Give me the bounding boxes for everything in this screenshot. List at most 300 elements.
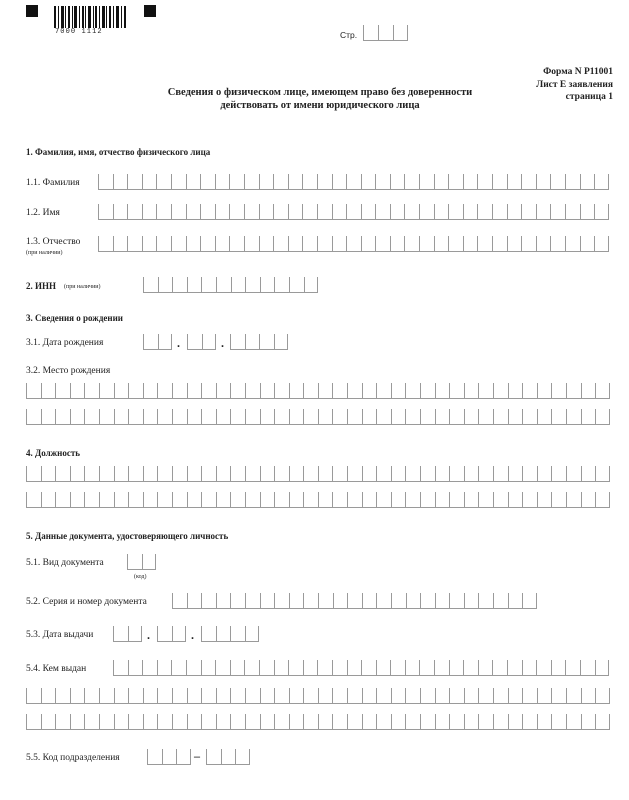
char-cell[interactable] [332, 204, 347, 220]
char-cell[interactable] [274, 383, 289, 399]
char-cell[interactable] [289, 466, 304, 482]
char-cell[interactable] [259, 204, 274, 220]
char-cell[interactable] [99, 714, 114, 730]
char-cell[interactable] [55, 714, 70, 730]
char-cell[interactable] [419, 174, 434, 190]
char-cell[interactable] [347, 492, 362, 508]
char-cell[interactable] [478, 409, 493, 425]
char-cell[interactable] [216, 277, 231, 293]
char-cell[interactable] [171, 236, 186, 252]
char-cell[interactable] [448, 236, 463, 252]
char-cell[interactable] [70, 492, 85, 508]
char-cell[interactable] [84, 688, 99, 704]
char-cell[interactable] [435, 383, 450, 399]
issued-by-field-line-1[interactable] [113, 660, 609, 676]
issued-by-field-line-2[interactable] [26, 688, 610, 704]
char-cell[interactable] [289, 688, 304, 704]
char-cell[interactable] [332, 409, 347, 425]
char-cell[interactable] [200, 174, 215, 190]
char-cell[interactable] [157, 714, 172, 730]
char-cell[interactable] [521, 204, 536, 220]
char-cell[interactable] [376, 688, 391, 704]
char-cell[interactable] [478, 660, 493, 676]
char-cell[interactable] [581, 466, 596, 482]
char-cell[interactable] [289, 409, 304, 425]
char-cell[interactable] [230, 626, 245, 642]
char-cell[interactable] [508, 409, 523, 425]
char-cell[interactable] [566, 688, 581, 704]
inn-field[interactable] [143, 277, 318, 293]
char-cell[interactable] [26, 409, 41, 425]
char-cell[interactable] [157, 492, 172, 508]
char-cell[interactable] [26, 466, 41, 482]
char-cell[interactable] [449, 593, 464, 609]
issue-day-field[interactable] [113, 626, 142, 642]
char-cell[interactable] [245, 492, 260, 508]
char-cell[interactable] [595, 714, 610, 730]
char-cell[interactable] [303, 409, 318, 425]
char-cell[interactable] [580, 660, 595, 676]
char-cell[interactable] [230, 660, 245, 676]
char-cell[interactable] [522, 383, 537, 399]
char-cell[interactable] [230, 383, 245, 399]
char-cell[interactable] [216, 492, 231, 508]
char-cell[interactable] [405, 714, 420, 730]
char-cell[interactable] [565, 236, 580, 252]
char-cell[interactable] [55, 492, 70, 508]
char-cell[interactable] [464, 714, 479, 730]
char-cell[interactable] [143, 383, 158, 399]
char-cell[interactable] [187, 492, 202, 508]
char-cell[interactable] [464, 492, 479, 508]
char-cell[interactable] [84, 714, 99, 730]
char-cell[interactable] [70, 409, 85, 425]
char-cell[interactable] [84, 409, 99, 425]
char-cell[interactable] [507, 236, 522, 252]
char-cell[interactable] [537, 688, 552, 704]
char-cell[interactable] [114, 383, 129, 399]
char-cell[interactable] [26, 714, 41, 730]
char-cell[interactable] [260, 688, 275, 704]
char-cell[interactable] [245, 714, 260, 730]
char-cell[interactable] [478, 466, 493, 482]
char-cell[interactable] [128, 660, 143, 676]
char-cell[interactable] [551, 409, 566, 425]
char-cell[interactable] [420, 466, 435, 482]
char-cell[interactable] [303, 660, 318, 676]
char-cell[interactable] [477, 236, 492, 252]
char-cell[interactable] [406, 593, 421, 609]
char-cell[interactable] [420, 593, 435, 609]
char-cell[interactable] [507, 174, 522, 190]
char-cell[interactable] [216, 593, 231, 609]
char-cell[interactable] [391, 688, 406, 704]
char-cell[interactable] [171, 660, 186, 676]
char-cell[interactable] [550, 174, 565, 190]
char-cell[interactable] [434, 204, 449, 220]
char-cell[interactable] [127, 204, 142, 220]
char-cell[interactable] [172, 688, 187, 704]
char-cell[interactable] [581, 409, 596, 425]
char-cell[interactable] [202, 334, 217, 350]
char-cell[interactable] [162, 749, 177, 765]
char-cell[interactable] [187, 409, 202, 425]
char-cell[interactable] [390, 204, 405, 220]
char-cell[interactable] [551, 660, 566, 676]
char-cell[interactable] [435, 466, 450, 482]
char-cell[interactable] [420, 492, 435, 508]
char-cell[interactable] [581, 492, 596, 508]
char-cell[interactable] [318, 593, 333, 609]
char-cell[interactable] [435, 409, 450, 425]
char-cell[interactable] [391, 466, 406, 482]
char-cell[interactable] [375, 174, 390, 190]
char-cell[interactable] [289, 277, 304, 293]
char-cell[interactable] [41, 492, 56, 508]
char-cell[interactable] [376, 383, 391, 399]
char-cell[interactable] [215, 204, 230, 220]
char-cell[interactable] [448, 174, 463, 190]
char-cell[interactable] [391, 593, 406, 609]
char-cell[interactable] [362, 492, 377, 508]
char-cell[interactable] [245, 626, 260, 642]
issue-year-field[interactable] [201, 626, 259, 642]
char-cell[interactable] [216, 466, 231, 482]
char-cell[interactable] [156, 236, 171, 252]
char-cell[interactable] [186, 660, 201, 676]
char-cell[interactable] [376, 593, 391, 609]
char-cell[interactable] [391, 492, 406, 508]
char-cell[interactable] [245, 334, 260, 350]
char-cell[interactable] [143, 277, 158, 293]
char-cell[interactable] [260, 714, 275, 730]
char-cell[interactable] [376, 714, 391, 730]
char-cell[interactable] [346, 204, 361, 220]
char-cell[interactable] [566, 383, 581, 399]
char-cell[interactable] [99, 688, 114, 704]
char-cell[interactable] [41, 714, 56, 730]
char-cell[interactable] [289, 383, 304, 399]
char-cell[interactable] [508, 466, 523, 482]
char-cell[interactable] [55, 409, 70, 425]
char-cell[interactable] [463, 174, 478, 190]
char-cell[interactable] [274, 688, 289, 704]
char-cell[interactable] [113, 204, 128, 220]
char-cell[interactable] [245, 688, 260, 704]
char-cell[interactable] [405, 466, 420, 482]
char-cell[interactable] [157, 688, 172, 704]
page-number-cells[interactable] [363, 25, 408, 41]
char-cell[interactable] [551, 492, 566, 508]
char-cell[interactable] [347, 409, 362, 425]
char-cell[interactable] [536, 660, 551, 676]
char-cell[interactable] [158, 334, 173, 350]
char-cell[interactable] [362, 383, 377, 399]
char-cell[interactable] [274, 334, 289, 350]
char-cell[interactable] [537, 409, 552, 425]
char-cell[interactable] [186, 204, 201, 220]
char-cell[interactable] [405, 409, 420, 425]
char-cell[interactable] [273, 204, 288, 220]
char-cell[interactable] [522, 688, 537, 704]
char-cell[interactable] [260, 409, 275, 425]
char-cell[interactable] [581, 383, 596, 399]
birth-place-field-line-1[interactable] [26, 383, 610, 399]
char-cell[interactable] [317, 174, 332, 190]
char-cell[interactable] [464, 409, 479, 425]
char-cell[interactable] [508, 688, 523, 704]
char-cell[interactable] [229, 236, 244, 252]
char-cell[interactable] [260, 466, 275, 482]
char-cell[interactable] [55, 466, 70, 482]
char-cell[interactable] [201, 714, 216, 730]
char-cell[interactable] [273, 236, 288, 252]
char-cell[interactable] [172, 383, 187, 399]
char-cell[interactable] [390, 174, 405, 190]
char-cell[interactable] [142, 554, 157, 570]
char-cell[interactable] [70, 714, 85, 730]
char-cell[interactable] [128, 714, 143, 730]
char-cell[interactable] [347, 383, 362, 399]
char-cell[interactable] [55, 688, 70, 704]
char-cell[interactable] [274, 277, 289, 293]
char-cell[interactable] [113, 626, 128, 642]
char-cell[interactable] [477, 174, 492, 190]
char-cell[interactable] [594, 204, 609, 220]
char-cell[interactable] [346, 174, 361, 190]
char-cell[interactable] [84, 492, 99, 508]
char-cell[interactable] [127, 236, 142, 252]
char-cell[interactable] [157, 383, 172, 399]
char-cell[interactable] [435, 593, 450, 609]
char-cell[interactable] [157, 626, 172, 642]
char-cell[interactable] [128, 492, 143, 508]
char-cell[interactable] [244, 660, 259, 676]
char-cell[interactable] [317, 236, 332, 252]
char-cell[interactable] [318, 383, 333, 399]
char-cell[interactable] [378, 25, 393, 41]
char-cell[interactable] [376, 660, 391, 676]
char-cell[interactable] [114, 409, 129, 425]
char-cell[interactable] [391, 383, 406, 399]
char-cell[interactable] [230, 593, 245, 609]
char-cell[interactable] [347, 466, 362, 482]
char-cell[interactable] [245, 593, 260, 609]
char-cell[interactable] [302, 204, 317, 220]
char-cell[interactable] [404, 204, 419, 220]
char-cell[interactable] [70, 383, 85, 399]
char-cell[interactable] [318, 409, 333, 425]
char-cell[interactable] [201, 277, 216, 293]
char-cell[interactable] [274, 409, 289, 425]
char-cell[interactable] [98, 236, 113, 252]
char-cell[interactable] [201, 383, 216, 399]
char-cell[interactable] [449, 492, 464, 508]
char-cell[interactable] [464, 466, 479, 482]
char-cell[interactable] [566, 492, 581, 508]
char-cell[interactable] [231, 277, 246, 293]
char-cell[interactable] [434, 660, 449, 676]
char-cell[interactable] [361, 660, 376, 676]
char-cell[interactable] [288, 236, 303, 252]
char-cell[interactable] [347, 688, 362, 704]
char-cell[interactable] [114, 466, 129, 482]
char-cell[interactable] [317, 660, 332, 676]
char-cell[interactable] [128, 626, 143, 642]
char-cell[interactable] [229, 174, 244, 190]
char-cell[interactable] [595, 383, 610, 399]
char-cell[interactable] [128, 688, 143, 704]
char-cell[interactable] [449, 688, 464, 704]
char-cell[interactable] [332, 688, 347, 704]
char-cell[interactable] [566, 466, 581, 482]
char-cell[interactable] [187, 334, 202, 350]
char-cell[interactable] [362, 593, 377, 609]
char-cell[interactable] [303, 492, 318, 508]
char-cell[interactable] [375, 204, 390, 220]
char-cell[interactable] [419, 236, 434, 252]
char-cell[interactable] [419, 660, 434, 676]
char-cell[interactable] [172, 466, 187, 482]
char-cell[interactable] [361, 174, 376, 190]
char-cell[interactable] [404, 236, 419, 252]
char-cell[interactable] [114, 714, 129, 730]
char-cell[interactable] [229, 204, 244, 220]
char-cell[interactable] [393, 25, 408, 41]
char-cell[interactable] [274, 593, 289, 609]
char-cell[interactable] [595, 409, 610, 425]
char-cell[interactable] [288, 204, 303, 220]
char-cell[interactable] [215, 236, 230, 252]
surname-field[interactable] [98, 174, 609, 190]
char-cell[interactable] [318, 466, 333, 482]
char-cell[interactable] [259, 174, 274, 190]
char-cell[interactable] [493, 383, 508, 399]
char-cell[interactable] [187, 466, 202, 482]
char-cell[interactable] [157, 466, 172, 482]
char-cell[interactable] [346, 236, 361, 252]
char-cell[interactable] [289, 492, 304, 508]
char-cell[interactable] [201, 688, 216, 704]
char-cell[interactable] [143, 466, 158, 482]
char-cell[interactable] [332, 466, 347, 482]
char-cell[interactable] [565, 204, 580, 220]
birth-day-field[interactable] [143, 334, 172, 350]
char-cell[interactable] [304, 277, 319, 293]
char-cell[interactable] [493, 492, 508, 508]
char-cell[interactable] [464, 688, 479, 704]
char-cell[interactable] [376, 409, 391, 425]
char-cell[interactable] [537, 714, 552, 730]
char-cell[interactable] [551, 714, 566, 730]
char-cell[interactable] [172, 409, 187, 425]
char-cell[interactable] [404, 174, 419, 190]
char-cell[interactable] [405, 688, 420, 704]
char-cell[interactable] [420, 409, 435, 425]
char-cell[interactable] [464, 383, 479, 399]
char-cell[interactable] [302, 236, 317, 252]
char-cell[interactable] [289, 714, 304, 730]
char-cell[interactable] [41, 383, 56, 399]
char-cell[interactable] [302, 174, 317, 190]
char-cell[interactable] [464, 593, 479, 609]
char-cell[interactable] [288, 174, 303, 190]
char-cell[interactable] [580, 174, 595, 190]
char-cell[interactable] [565, 174, 580, 190]
char-cell[interactable] [288, 660, 303, 676]
char-cell[interactable] [566, 409, 581, 425]
char-cell[interactable] [158, 277, 173, 293]
char-cell[interactable] [391, 409, 406, 425]
char-cell[interactable] [26, 383, 41, 399]
char-cell[interactable] [581, 688, 596, 704]
char-cell[interactable] [143, 409, 158, 425]
char-cell[interactable] [230, 409, 245, 425]
char-cell[interactable] [113, 660, 128, 676]
char-cell[interactable] [318, 688, 333, 704]
char-cell[interactable] [274, 660, 289, 676]
char-cell[interactable] [522, 492, 537, 508]
char-cell[interactable] [536, 236, 551, 252]
char-cell[interactable] [390, 660, 405, 676]
char-cell[interactable] [565, 660, 580, 676]
char-cell[interactable] [463, 204, 478, 220]
char-cell[interactable] [522, 466, 537, 482]
char-cell[interactable] [187, 714, 202, 730]
division-code-part-1[interactable] [147, 749, 191, 765]
char-cell[interactable] [595, 688, 610, 704]
char-cell[interactable] [376, 466, 391, 482]
birth-place-field-line-2[interactable] [26, 409, 610, 425]
char-cell[interactable] [551, 688, 566, 704]
char-cell[interactable] [492, 174, 507, 190]
char-cell[interactable] [478, 593, 493, 609]
char-cell[interactable] [259, 660, 274, 676]
char-cell[interactable] [508, 593, 523, 609]
char-cell[interactable] [221, 749, 236, 765]
char-cell[interactable] [493, 466, 508, 482]
char-cell[interactable] [318, 714, 333, 730]
char-cell[interactable] [143, 714, 158, 730]
char-cell[interactable] [595, 660, 610, 676]
char-cell[interactable] [156, 204, 171, 220]
char-cell[interactable] [390, 236, 405, 252]
char-cell[interactable] [26, 492, 41, 508]
char-cell[interactable] [347, 660, 362, 676]
char-cell[interactable] [201, 492, 216, 508]
char-cell[interactable] [550, 204, 565, 220]
char-cell[interactable] [274, 714, 289, 730]
char-cell[interactable] [551, 466, 566, 482]
char-cell[interactable] [70, 466, 85, 482]
char-cell[interactable] [347, 714, 362, 730]
issued-by-field-line-3[interactable] [26, 714, 610, 730]
char-cell[interactable] [434, 236, 449, 252]
name-field[interactable] [98, 204, 609, 220]
char-cell[interactable] [230, 334, 245, 350]
char-cell[interactable] [405, 660, 420, 676]
char-cell[interactable] [230, 466, 245, 482]
char-cell[interactable] [521, 174, 536, 190]
char-cell[interactable] [143, 688, 158, 704]
char-cell[interactable] [127, 174, 142, 190]
char-cell[interactable] [230, 688, 245, 704]
char-cell[interactable] [391, 714, 406, 730]
char-cell[interactable] [216, 409, 231, 425]
patronymic-field[interactable] [98, 236, 609, 252]
char-cell[interactable] [244, 236, 259, 252]
char-cell[interactable] [216, 688, 231, 704]
